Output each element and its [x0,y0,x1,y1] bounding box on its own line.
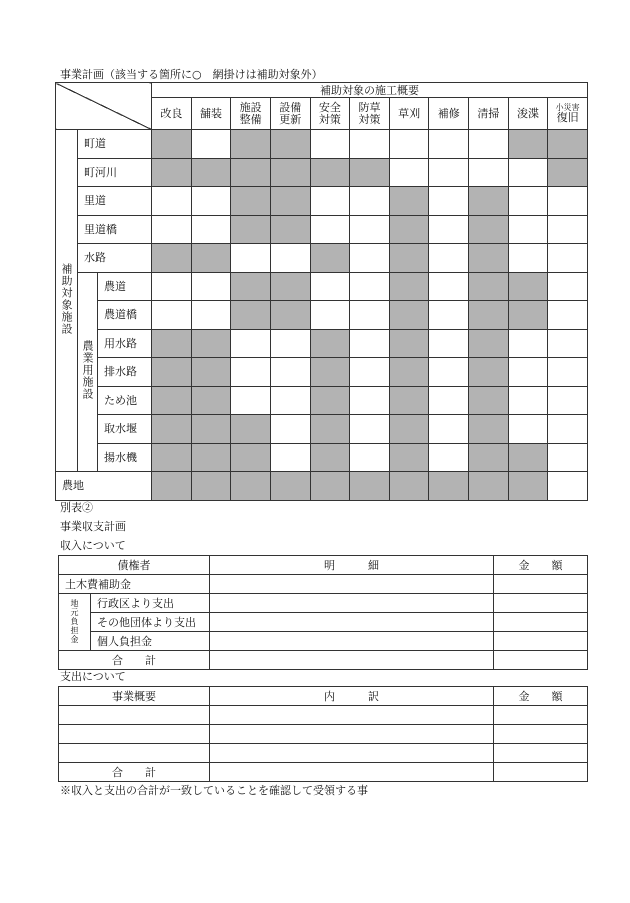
local-detail-cell[interactable] [210,632,494,651]
shaded-cell [231,415,271,444]
expense-heading: 支出について [60,670,126,683]
mark-cell[interactable] [310,130,350,159]
plan-row [56,329,588,358]
shaded-cell [231,158,271,187]
column-header: 小災害 復旧 [548,98,588,130]
expense-overview-cell[interactable] [59,706,210,725]
mark-cell[interactable] [310,272,350,301]
mark-cell[interactable] [270,244,310,273]
mark-cell[interactable] [270,415,310,444]
row-label: 水路 [78,244,152,273]
shaded-cell [231,187,271,216]
mark-cell[interactable] [469,158,509,187]
shaded-cell [389,386,429,415]
col-amount: 金 額 [494,556,588,575]
shaded-cell [152,415,192,444]
mark-cell[interactable] [429,301,469,330]
shaded-cell [310,358,350,387]
expense-overview-cell[interactable] [59,725,210,744]
shaded-cell [270,301,310,330]
shaded-cell [350,158,390,187]
col-breakdown: 内 訳 [210,687,494,706]
mark-cell[interactable] [429,329,469,358]
mark-cell[interactable] [548,358,588,387]
row-label: 揚水機 [98,443,152,472]
mark-cell[interactable] [508,329,548,358]
mark-cell[interactable] [548,443,588,472]
plan-row [56,301,588,330]
row-label: 農道橋 [98,301,152,330]
shaded-cell [191,329,231,358]
expense-total-label: 合 計 [59,763,210,782]
local-burden-label: 地元負担金 [59,594,91,651]
column-header: 改良 [152,98,192,130]
local-amount-cell[interactable] [494,594,588,613]
local-amount-cell[interactable] [494,613,588,632]
expense-total-breakdown-cell[interactable] [210,763,494,782]
col-amount: 金 額 [494,687,588,706]
mark-cell[interactable] [429,158,469,187]
expense-amount-cell[interactable] [494,744,588,763]
row-label: 取水堰 [98,415,152,444]
plan-title: 事業計画（該当する箇所に○ 網掛けは補助対象外） [60,68,323,81]
shaded-cell [389,472,429,501]
group-label: 補助対象施設 [56,130,78,472]
mark-cell[interactable] [350,443,390,472]
plan-row [56,272,588,301]
shaded-cell [508,130,548,159]
annex-label: 別表② [60,501,93,514]
local-detail-cell[interactable] [210,613,494,632]
shaded-cell [310,158,350,187]
column-header: 草刈 [389,98,429,130]
local-detail-cell[interactable] [210,594,494,613]
mark-cell[interactable] [389,158,429,187]
mark-cell[interactable] [231,358,271,387]
shaded-cell [191,415,231,444]
local-row-label: 行政区より支出 [91,594,210,613]
mark-cell[interactable] [310,301,350,330]
expense-breakdown-cell[interactable] [210,744,494,763]
shaded-cell [191,472,231,501]
shaded-cell [231,215,271,244]
shaded-cell [469,415,509,444]
plan-row [56,130,588,159]
mark-cell[interactable] [191,272,231,301]
local-amount-cell[interactable] [494,632,588,651]
shaded-cell [469,358,509,387]
mark-cell[interactable] [152,187,192,216]
mark-cell[interactable] [508,386,548,415]
income-table [58,555,588,670]
shaded-cell [231,272,271,301]
col-creditor: 債権者 [59,556,210,575]
mark-cell[interactable] [350,358,390,387]
mark-cell[interactable] [548,472,588,501]
shaded-cell [231,130,271,159]
mark-cell[interactable] [429,358,469,387]
shaded-cell [389,301,429,330]
expense-breakdown-cell[interactable] [210,725,494,744]
mark-cell[interactable] [231,386,271,415]
income-heading: 収入について [60,539,126,552]
mark-cell[interactable] [548,187,588,216]
shaded-cell [310,472,350,501]
expense-table [58,686,588,782]
shaded-cell [389,215,429,244]
mark-cell[interactable] [548,301,588,330]
shaded-cell [469,386,509,415]
plan-row [56,472,588,501]
col-detail: 明 細 [210,556,494,575]
mark-cell[interactable] [152,301,192,330]
row-label: 里道 [78,187,152,216]
mark-cell[interactable] [508,415,548,444]
note: ※収入と支出の合計が一致していることを確認して受領する事 [60,784,368,797]
shaded-cell [231,472,271,501]
column-header: 設備 更新 [270,98,310,130]
shaded-cell [270,272,310,301]
shaded-cell [350,472,390,501]
mark-cell[interactable] [350,301,390,330]
shaded-cell [152,443,192,472]
mark-cell[interactable] [429,272,469,301]
mark-cell[interactable] [152,272,192,301]
mark-cell[interactable] [231,329,271,358]
local-row-label: 個人負担金 [91,632,210,651]
shaded-cell [152,158,192,187]
shaded-cell [152,130,192,159]
plan-row [56,443,588,472]
mark-cell[interactable] [191,301,231,330]
shaded-cell [508,301,548,330]
row-label: 町河川 [78,158,152,187]
mark-cell[interactable] [350,215,390,244]
shaded-cell [469,329,509,358]
shaded-cell [469,272,509,301]
shaded-cell [310,329,350,358]
column-header: 施設 整備 [231,98,271,130]
column-header: 舗装 [191,98,231,130]
income-total-detail-cell[interactable] [210,651,494,670]
mark-cell[interactable] [152,215,192,244]
shaded-cell [310,386,350,415]
corner-diagonal-cell [56,83,152,130]
column-header: 安全 対策 [310,98,350,130]
mark-cell[interactable] [429,130,469,159]
mark-cell[interactable] [191,130,231,159]
row-label: 農地 [56,472,152,501]
shaded-cell [270,158,310,187]
column-header: 補修 [429,98,469,130]
row-label: ため池 [98,386,152,415]
shaded-cell [191,158,231,187]
plan-table [55,82,588,501]
shaded-cell [469,215,509,244]
plan-row [56,158,588,187]
shaded-cell [270,187,310,216]
plan-row [56,386,588,415]
row-label: 里道橋 [78,215,152,244]
mark-cell[interactable] [429,415,469,444]
mark-cell[interactable] [350,130,390,159]
mark-cell[interactable] [350,272,390,301]
mark-cell[interactable] [350,244,390,273]
shaded-cell [231,301,271,330]
shaded-cell [548,130,588,159]
mark-cell[interactable] [350,415,390,444]
expense-amount-cell[interactable] [494,725,588,744]
subgroup-label: 農業用施設 [78,272,98,472]
mark-cell[interactable] [429,187,469,216]
subsidy-detail-cell[interactable] [210,575,494,594]
mark-cell[interactable] [350,329,390,358]
mark-cell[interactable] [548,215,588,244]
mark-cell[interactable] [191,187,231,216]
shaded-cell [270,130,310,159]
shaded-cell [231,443,271,472]
mark-cell[interactable] [548,329,588,358]
mark-cell[interactable] [310,187,350,216]
mark-cell[interactable] [548,386,588,415]
mark-cell[interactable] [508,358,548,387]
mark-cell[interactable] [548,244,588,273]
mark-cell[interactable] [548,415,588,444]
shaded-cell [429,472,469,501]
shaded-cell [270,215,310,244]
expense-total-amount-cell[interactable] [494,763,588,782]
shaded-cell [469,472,509,501]
mark-cell[interactable] [548,272,588,301]
shaded-cell [469,244,509,273]
shaded-cell [310,244,350,273]
shaded-cell [191,386,231,415]
shaded-cell [389,272,429,301]
mark-cell[interactable] [270,329,310,358]
plan-row [56,187,588,216]
shaded-cell [270,472,310,501]
shaded-cell [191,244,231,273]
mark-cell[interactable] [350,386,390,415]
plan-row [56,215,588,244]
expense-breakdown-cell[interactable] [210,706,494,725]
shaded-cell [310,415,350,444]
mark-cell[interactable] [508,244,548,273]
shaded-cell [389,443,429,472]
shaded-cell [152,472,192,501]
shaded-cell [389,244,429,273]
shaded-cell [469,301,509,330]
shaded-cell [508,443,548,472]
expense-amount-cell[interactable] [494,706,588,725]
shaded-cell [191,358,231,387]
shaded-cell [152,329,192,358]
mark-cell[interactable] [469,130,509,159]
budget-title: 事業収支計画 [60,520,126,533]
mark-cell[interactable] [429,215,469,244]
subsidy-amount-cell[interactable] [494,575,588,594]
col-overview: 事業概要 [59,687,210,706]
mark-cell[interactable] [270,358,310,387]
row-label: 用水路 [98,329,152,358]
row-label: 排水路 [98,358,152,387]
shaded-cell [469,187,509,216]
income-total-label: 合 計 [59,651,210,670]
mark-cell[interactable] [429,443,469,472]
shaded-cell [191,443,231,472]
income-total-amount-cell[interactable] [494,651,588,670]
shaded-cell [152,386,192,415]
plan-row [56,358,588,387]
column-header: 防草 対策 [350,98,390,130]
shaded-cell [389,329,429,358]
shaded-cell [152,358,192,387]
row-label: 農道 [98,272,152,301]
mark-cell[interactable] [310,215,350,244]
expense-overview-cell[interactable] [59,744,210,763]
column-header: 浚渫 [508,98,548,130]
mark-cell[interactable] [270,443,310,472]
mark-cell[interactable] [429,386,469,415]
row-label: 町道 [78,130,152,159]
shaded-cell [310,443,350,472]
shaded-cell [389,187,429,216]
mark-cell[interactable] [429,244,469,273]
plan-row [56,415,588,444]
mark-cell[interactable] [191,215,231,244]
local-row-label: その他団体より支出 [91,613,210,632]
mark-cell[interactable] [231,244,271,273]
mark-cell[interactable] [508,215,548,244]
subsidy-label: 土木費補助金 [59,575,210,594]
shaded-cell [389,415,429,444]
shaded-cell [548,158,588,187]
mark-cell[interactable] [389,130,429,159]
plan-row [56,244,588,273]
shaded-cell [152,244,192,273]
header-main: 補助対象の施工概要 [152,83,588,98]
mark-cell[interactable] [350,187,390,216]
mark-cell[interactable] [270,386,310,415]
shaded-cell [508,472,548,501]
shaded-cell [469,443,509,472]
mark-cell[interactable] [508,187,548,216]
column-header: 清掃 [469,98,509,130]
mark-cell[interactable] [508,158,548,187]
shaded-cell [389,358,429,387]
shaded-cell [508,272,548,301]
